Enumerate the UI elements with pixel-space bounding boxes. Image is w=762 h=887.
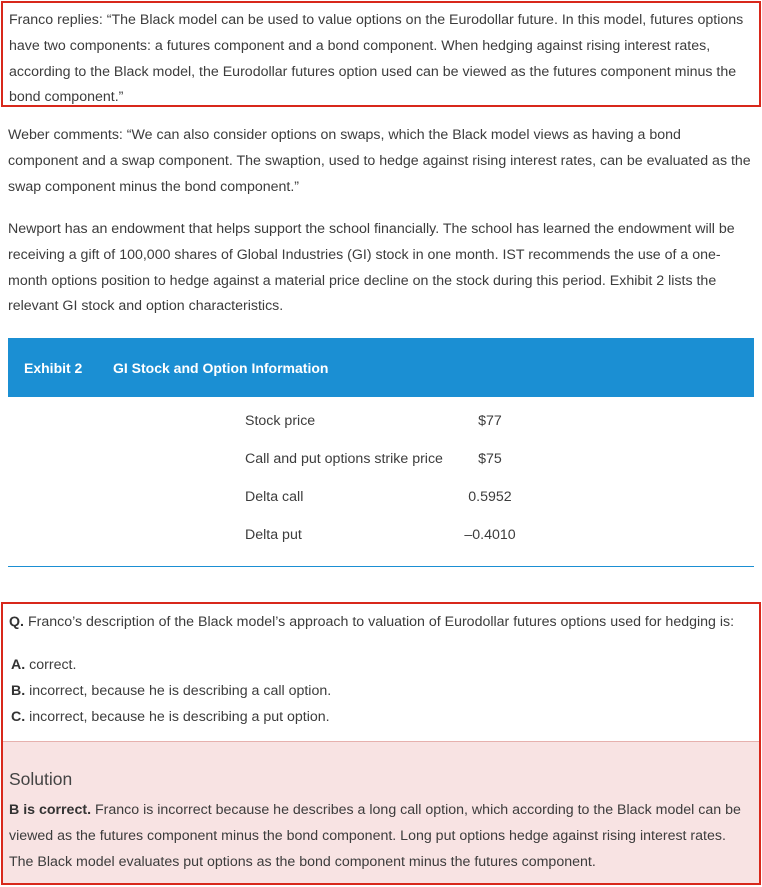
option-text: incorrect, because he is describing a call option. — [29, 683, 332, 699]
solution-body — [9, 798, 753, 875]
row-value: $77 — [478, 413, 502, 429]
row-value: $75 — [478, 451, 502, 467]
option-letter: A. — [11, 657, 26, 673]
row-label: Delta call — [245, 489, 304, 505]
question-section — [9, 612, 755, 632]
option-text: correct. — [29, 657, 77, 673]
answer-options — [11, 652, 331, 730]
highlighted-passage-box — [1, 1, 761, 107]
exhibit-number: Exhibit 2 — [24, 359, 83, 376]
solution-panel — [3, 741, 759, 883]
newport-paragraph: Newport has an endowment that helps support the school financially. The school has learned the endowment will be receiving a gift of 100,000 shares of Global Industries (GI) stock in one month. IST recommends the use of a one-month options position to hedge against a material price decline on the stock during this period. Exhibit 2 lists the relevant GI stock and option characteristics. — [8, 221, 735, 315]
question-prefix: Q. — [9, 614, 24, 630]
row-label: Call and put options strike price — [245, 451, 443, 467]
table-row — [245, 489, 545, 527]
exhibit-bottom-rule — [8, 566, 754, 567]
row-label: Stock price — [245, 413, 316, 429]
option-letter: B. — [11, 683, 26, 699]
weber-paragraph: Weber comments: “We can also consider options on swaps, which the Black model views as having a bond component and a swap component. The swaption, used to hedge against rising interest rates, can be evaluated as the swap component minus the bond component.” — [8, 127, 751, 195]
option-letter: C. — [11, 709, 26, 725]
option-text: incorrect, because he is describing a put option. — [29, 709, 330, 725]
row-value: –0.4010 — [464, 527, 516, 543]
solution-lead: B is correct. — [9, 802, 92, 818]
table-row — [245, 413, 545, 451]
row-value: 0.5952 — [468, 489, 512, 505]
option-b[interactable] — [11, 678, 331, 704]
franco-paragraph: Franco replies: “The Black model can be used to value options on the Eurodollar future. In this model, futures options have two components: a futures component and a bond component. When hedging against rising interest rates, according to the Black model, the Eurodollar futures option used can be viewed as the futures component minus the bond component.” — [9, 12, 744, 106]
question-text: Franco’s description of the Black model’s approach to valuation of Eurodollar futures options used for hedging is: — [27, 614, 735, 630]
exhibit-header — [8, 338, 754, 397]
option-a[interactable] — [11, 652, 331, 678]
solution-heading: Solution — [9, 769, 73, 789]
question-stem — [9, 612, 755, 632]
exhibit-title: GI Stock and Option Information — [113, 359, 329, 376]
table-row — [245, 451, 545, 489]
solution-text: Franco is incorrect because he describes a long call option, which according to the Black model can be viewed as the futures component minus the bond component. Long put options hedge against rising interest rates. The Black model evaluates put options as the bond component minus the futures component. — [9, 802, 741, 870]
table-row — [245, 527, 545, 565]
row-label: Delta put — [245, 527, 302, 543]
question-box — [1, 602, 761, 885]
option-c[interactable] — [11, 704, 331, 730]
